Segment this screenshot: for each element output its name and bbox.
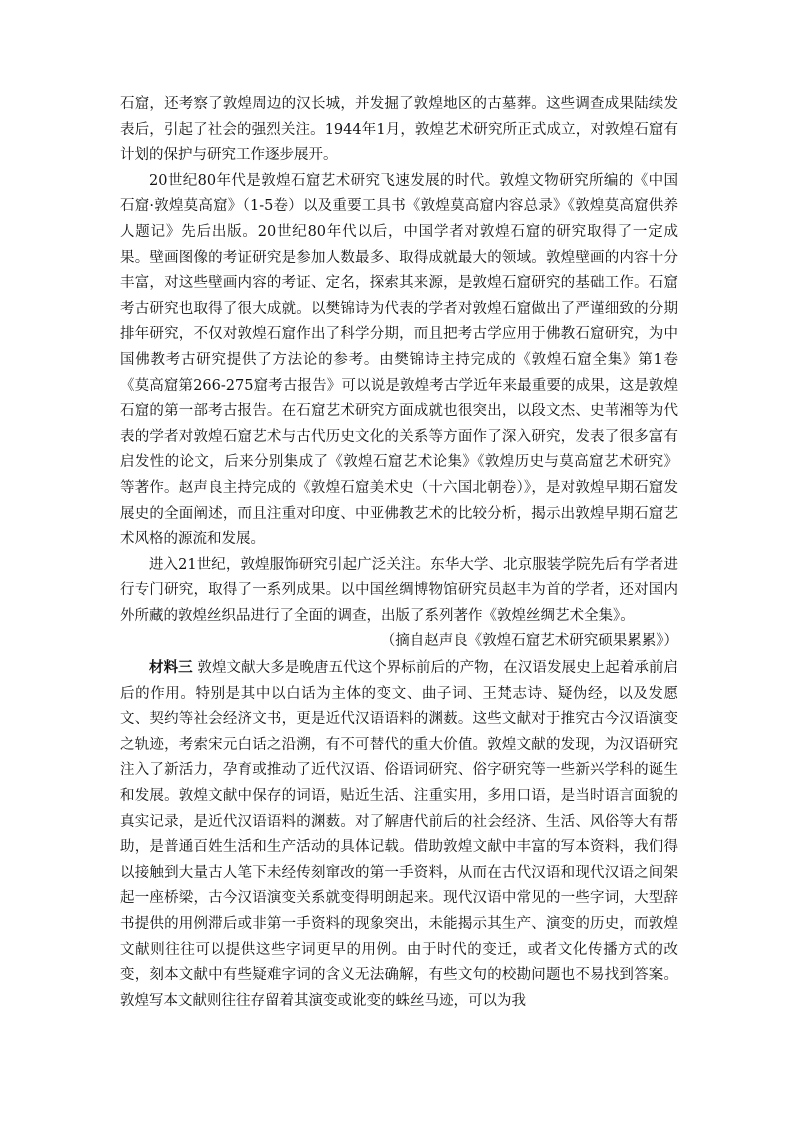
paragraph-4 [120,655,678,1014]
paragraph-4-text: 敦煌文献大多是晚唐五代这个界标前后的产物，在汉语发展史上起着承前启后的作用。特别是其中以白话为主体的变文、曲子词、王梵志诗、疑伪经，以及发愿文、契约等社会经济文书，更是近代汉语语料的渊薮。这些文献对于推究古今汉语演变之轨迹，考索宋元白话之沿溯，有不可替代的重大价值。敦煌文献的发现，为汉语研究注入了新活力，孕育或推动了近代汉语、俗语词研究、俗字研究等一些新兴学科的诞生和发展。敦煌文献中保存的词语，贴近生活、注重实用，多用口语，是当时语言面貌的真实记录，是近代汉语语料的渊薮。对了解唐代前后的社会经济、生活、风俗等大有帮助，是普通百姓生活和生产活动的具体记载。借助敦煌文献中丰富的写本资料，我们得以接触到大量古人笔下未经传刻窜改的第一手资料，从而在古代汉语和现代汉语之间架起一座桥梁，古今汉语演变关系就变得明朗起来。现代汉语中常见的一些字词，大型辞书提供的用例滞后或非第一手资料的现象突出，未能揭示其生产、演变的历史，而敦煌文献则往往可以提供这些字词更早的用例。由于时代的变迁，或者文化传播方式的改变，刻本文献中有些疑难字词的含义无法确解，有些文句的校勘问题也不易找到答案。敦煌写本文献则往往存留着其演变或讹变的蛛丝马迹，可以为我 [120,660,679,1009]
paragraph-2: 20世纪80年代是敦煌石窟艺术研究飞速发展的时代。敦煌文物研究所编的《中国石窟·敦煌莫高窟》（1-5卷）以及重要工具书《敦煌莫高窟内容总录》《敦煌莫高窟供养人题记》先后出版。20世纪80年代以后，中国学者对敦煌石窟的研究取得了一定成果。壁画图像的考证研究是参加人数最多、取得成就最大的领域。敦煌壁画的内容十分丰富，对这些壁画内容的考证、定名，探索其来源，是敦煌石窟研究的基础工作。石窟考古研究也取得了很大成就。以樊锦诗为代表的学者对敦煌石窟做出了严谨细致的分期排年研究，不仅对敦煌石窟作出了科学分期，而且把考古学应用于佛教石窟研究，为中国佛教考古研究提供了方法论的参考。由樊锦诗主持完成的《敦煌石窟全集》第1卷《莫高窟第266-275窟考古报告》可以说是敦煌考古学近年来最重要的成果，这是敦煌石窟的第一部考古报告。在石窟艺术研究方面成就也很突出，以段文杰、史苇湘等为代表的学者对敦煌石窟艺术与古代历史文化的关系等方面作了深入研究，发表了很多富有启发性的论文，后来分别集成了《敦煌石窟艺术论集》《敦煌历史与莫高窟艺术研究》等著作。赵声良主持完成的《敦煌石窟美术史（十六国北朝卷）》，是对敦煌早期石窟发展史的全面阐述，而且注重对印度、中亚佛教艺术的比较分析，揭示出敦煌早期石窟艺术风格的源流和发展。 [120,172,678,548]
paragraph-3: 进入21世纪，敦煌服饰研究引起广泛关注。东华大学、北京服装学院先后有学者进行专门研究，取得了一系列成果。以中国丝绸博物馆研究员赵丰为首的学者，还对国内外所藏的敦煌丝织品进行了全面的调查，出版了系列著作《敦煌丝绸艺术全集》。 [120,556,678,624]
material-label: 材料三 [149,659,193,677]
source-citation: （摘自赵声良《敦煌石窟艺术研究硕果累累》） [380,633,678,650]
document-body [120,92,678,1014]
paragraph-1: 石窟，还考察了敦煌周边的汉长城，并发掘了敦煌地区的古墓葬。这些调查成果陆续发表后，引起了社会的强烈关注。1944年1月，敦煌艺术研究所正式成立，对敦煌石窟有计划的保护与研究工作逐步展开。 [120,96,678,164]
